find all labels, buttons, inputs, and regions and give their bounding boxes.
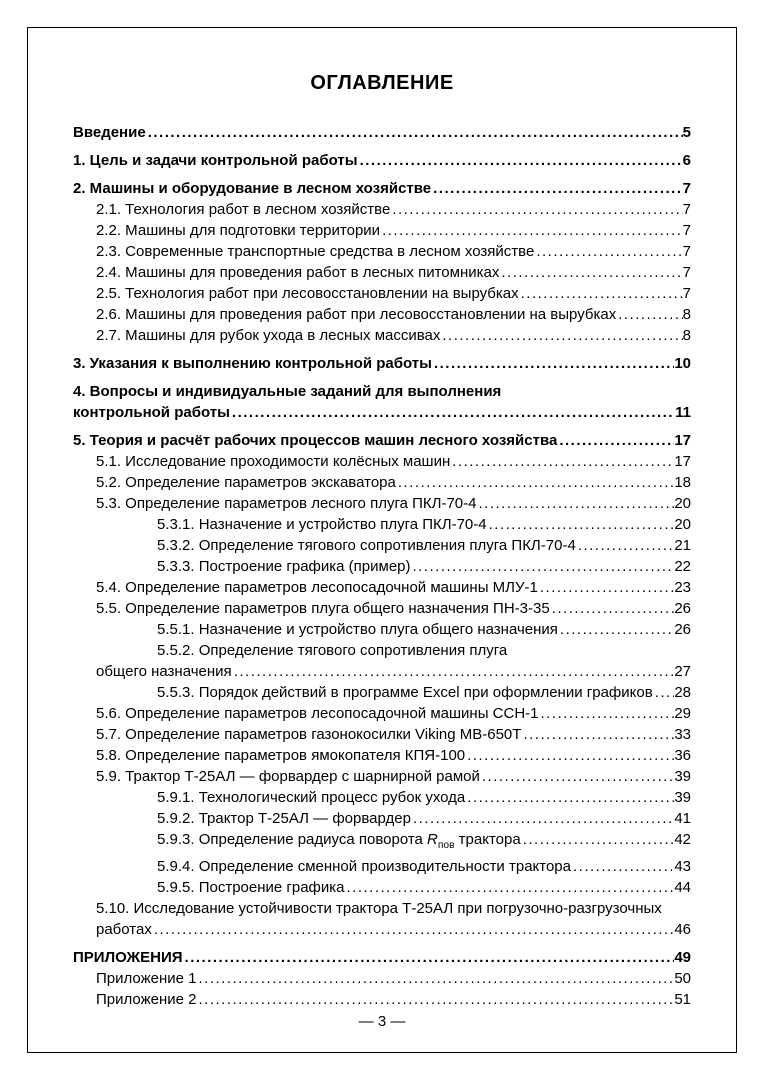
toc-entry-label: 2.4. Машины для проведения работ в лесных питомниках — [96, 264, 500, 281]
page-title: ОГЛАВЛЕНИЕ — [310, 72, 454, 94]
toc-entry-label: 5.5. Определение параметров плуга общего назначения ПН-3-35 — [96, 600, 550, 617]
toc-entry-page: 11 — [675, 404, 691, 421]
toc-entry — [73, 661, 691, 682]
toc-entry-label: 5.5.3. Порядок действий в программе Excel при оформлении графиков — [157, 684, 653, 701]
dot-leader — [465, 787, 674, 808]
toc-entry-label: 5.9.1. Технологический процесс рубок ухода — [157, 789, 466, 806]
toc-entry-label: общего назначения — [96, 663, 232, 680]
toc-entry-page: 51 — [674, 991, 691, 1008]
toc-entry-label: 5.9.2. Трактор Т-25АЛ — форвардер — [157, 810, 411, 827]
toc-entry-page: 7 — [682, 180, 691, 197]
toc-entry-label: работах — [96, 921, 152, 938]
document-page — [27, 27, 737, 1053]
toc-entry-label: 5.5.2. Определение тягового сопротивления плуга — [157, 642, 508, 659]
toc-entry-page: 17 — [674, 432, 691, 449]
dot-leader — [487, 514, 675, 535]
toc-entry-page: 29 — [674, 705, 691, 722]
toc-entry — [73, 787, 691, 808]
toc-entry-page: 7 — [682, 285, 691, 302]
toc-entry-page: 17 — [674, 453, 691, 470]
toc-entry-page: 39 — [674, 768, 691, 785]
toc-entry-page: 7 — [682, 201, 691, 218]
toc-entry-page: 33 — [674, 726, 691, 743]
toc-entry-page: 7 — [682, 222, 691, 239]
toc-entry — [73, 619, 691, 640]
toc-entry-page: 20 — [674, 495, 691, 512]
toc-entry — [73, 150, 691, 171]
dot-leader — [380, 220, 683, 241]
toc-entry-page: 26 — [674, 600, 691, 617]
dot-leader — [450, 451, 674, 472]
toc-entry — [73, 856, 691, 877]
toc-entry — [73, 577, 691, 598]
dot-leader — [230, 402, 675, 423]
toc-entry-page: 8 — [682, 306, 691, 323]
toc-entry-label: 5.2. Определение параметров экскаватора — [96, 474, 396, 491]
toc-entry-page: 28 — [674, 684, 691, 701]
dot-leader — [152, 919, 674, 940]
dot-leader — [519, 283, 683, 304]
toc-entry-page: 7 — [682, 243, 691, 260]
dot-leader — [197, 989, 675, 1010]
toc-entry-label: 2. Машины и оборудование в лесном хозяйстве — [73, 180, 432, 197]
dot-leader — [653, 682, 675, 703]
toc-entry — [73, 472, 691, 493]
toc-entry — [73, 703, 691, 724]
dot-leader — [539, 703, 675, 724]
dot-leader — [558, 619, 674, 640]
dot-leader — [534, 241, 682, 262]
toc-entry-label: 5.9.3. Определение радиуса поворота $R_{пов}$ трактора — [157, 831, 521, 851]
dot-leader — [557, 430, 674, 451]
toc-list — [73, 122, 691, 1010]
toc-entry — [73, 535, 691, 556]
toc-entry — [73, 451, 691, 472]
toc-entry-label: Введение — [73, 124, 146, 141]
toc-entry-label: 5.9. Трактор Т-25АЛ — форвардер с шарнирной рамой — [96, 768, 480, 785]
toc-entry — [73, 199, 691, 220]
toc-entry-page: 49 — [674, 949, 691, 966]
toc-entry-page: 18 — [674, 474, 691, 491]
toc-entry-label: ПРИЛОЖЕНИЯ — [73, 949, 183, 966]
toc-entry-page: 39 — [674, 789, 691, 806]
toc-entry — [73, 514, 691, 535]
dot-leader — [358, 150, 683, 171]
toc-entry — [73, 766, 691, 787]
toc-entry-label: 2.1. Технология работ в лесном хозяйстве — [96, 201, 391, 218]
toc-entry — [73, 682, 691, 703]
toc-entry-label: 5.8. Определение параметров ямокопателя КПЯ-100 — [96, 747, 466, 764]
toc-entry — [73, 283, 691, 304]
toc-entry — [73, 598, 691, 619]
dot-leader — [146, 122, 683, 143]
toc-entry-page: 5 — [682, 124, 691, 141]
toc-entry — [73, 640, 691, 661]
toc-entry-page: 10 — [674, 355, 691, 372]
toc-entry-page: 46 — [674, 921, 691, 938]
toc-entry — [73, 556, 691, 577]
toc-entry-label: 5.10. Исследование устойчивости трактора Т-25АЛ при погрузочно-разгрузочных — [96, 900, 662, 917]
toc-entry-page: 42 — [674, 831, 691, 848]
toc-entry — [73, 122, 691, 143]
toc-entry-page: 6 — [682, 152, 691, 169]
toc-entry — [73, 381, 691, 402]
dot-leader — [476, 493, 674, 514]
toc-entry — [73, 829, 691, 856]
dot-leader — [571, 856, 674, 877]
toc-entry-label: 5.3.3. Построение графика (пример) — [157, 558, 411, 575]
toc-entry-label: 5.3. Определение параметров лесного плуга ПКЛ-70-4 — [96, 495, 477, 512]
toc-entry-page: 27 — [674, 663, 691, 680]
toc-entry — [73, 430, 691, 451]
dot-leader — [440, 325, 682, 346]
toc-entry-page: 50 — [674, 970, 691, 987]
toc-entry — [73, 325, 691, 346]
dot-leader — [480, 766, 674, 787]
dot-leader — [550, 598, 675, 619]
toc-entry — [73, 745, 691, 766]
toc-entry — [73, 808, 691, 829]
toc-entry — [73, 493, 691, 514]
toc-entry-label: 5. Теория и расчёт рабочих процессов машин лесного хозяйства — [73, 432, 558, 449]
toc-entry — [73, 262, 691, 283]
toc-entry — [73, 877, 691, 898]
toc-entry — [73, 898, 691, 919]
toc-entry-label: 5.1. Исследование проходимости колёсных машин — [96, 453, 451, 470]
toc-entry-label: 1. Цель и задачи контрольной работы — [73, 152, 358, 169]
dot-leader — [499, 262, 682, 283]
toc-entry-label: 5.9.5. Построение графика — [157, 879, 345, 896]
page-number: — 3 — — [358, 1013, 406, 1030]
dot-leader — [183, 947, 675, 968]
toc-entry-label: контрольной работы — [73, 404, 230, 421]
toc-entry-label: 3. Указания к выполнению контрольной работы — [73, 355, 432, 372]
toc-entry-page: 23 — [674, 579, 691, 596]
dot-leader — [232, 661, 675, 682]
toc-entry — [73, 989, 691, 1010]
toc-entry — [73, 724, 691, 745]
toc-entry-page: 22 — [674, 558, 691, 575]
toc-entry-label: 5.9.4. Определение сменной производительности трактора — [157, 858, 571, 875]
toc-entry — [73, 947, 691, 968]
dot-leader — [197, 968, 675, 989]
toc-entry — [73, 919, 691, 940]
toc-entry — [73, 220, 691, 241]
toc-entry-label: 2.7. Машины для рубок ухода в лесных массивах — [96, 327, 441, 344]
toc-entry — [73, 304, 691, 325]
toc-entry-label: 5.5.1. Назначение и устройство плуга общего назначения — [157, 621, 558, 638]
dot-leader — [396, 472, 674, 493]
toc-entry-label: 5.6. Определение параметров лесопосадочной машины ССН-1 — [96, 705, 539, 722]
dot-leader — [576, 535, 675, 556]
toc-entry-page: 41 — [674, 810, 691, 827]
dot-leader — [432, 353, 674, 374]
dot-leader — [521, 829, 675, 850]
toc-entry-page: 21 — [674, 537, 691, 554]
toc-entry-page: 43 — [674, 858, 691, 875]
toc-entry-page: 26 — [674, 621, 691, 638]
dot-leader — [411, 556, 675, 577]
toc-entry — [73, 178, 691, 199]
toc-entry-page: 8 — [682, 327, 691, 344]
dot-leader — [411, 808, 674, 829]
toc-entry-label: Приложение 2 — [96, 991, 197, 1008]
toc-entry-label: 4. Вопросы и индивидуальные заданий для выполнения — [73, 383, 502, 400]
toc-entry-label: Приложение 1 — [96, 970, 197, 987]
dot-leader — [465, 745, 674, 766]
toc-entry-page: 7 — [682, 264, 691, 281]
toc-entry-label: 5.3.1. Назначение и устройство плуга ПКЛ-70-4 — [157, 516, 487, 533]
toc-entry-label: 2.6. Машины для проведения работ при лесовосстановлении на вырубках — [96, 306, 617, 323]
toc-entry — [73, 402, 691, 423]
toc-entry — [73, 968, 691, 989]
toc-entry — [73, 241, 691, 262]
dot-leader — [538, 577, 674, 598]
toc-entry-label: 2.5. Технология работ при лесовосстановлении на вырубках — [96, 285, 519, 302]
dot-leader — [616, 304, 682, 325]
toc-entry-label: 2.3. Современные транспортные средства в лесном хозяйстве — [96, 243, 535, 260]
toc-entry-label: 5.3.2. Определение тягового сопротивления плуга ПКЛ-70-4 — [157, 537, 576, 554]
toc-entry — [73, 353, 691, 374]
toc-entry-label: 2.2. Машины для подготовки территории — [96, 222, 381, 239]
dot-leader — [390, 199, 682, 220]
dot-leader — [521, 724, 674, 745]
toc-entry-label: 5.7. Определение параметров газонокосилки Viking MB-650T — [96, 726, 522, 743]
dot-leader — [431, 178, 683, 199]
toc-entry-label: 5.4. Определение параметров лесопосадочной машины МЛУ-1 — [96, 579, 538, 596]
toc-entry-page: 36 — [674, 747, 691, 764]
toc-entry-page: 20 — [674, 516, 691, 533]
toc-entry-page: 44 — [674, 879, 691, 896]
dot-leader — [345, 877, 675, 898]
